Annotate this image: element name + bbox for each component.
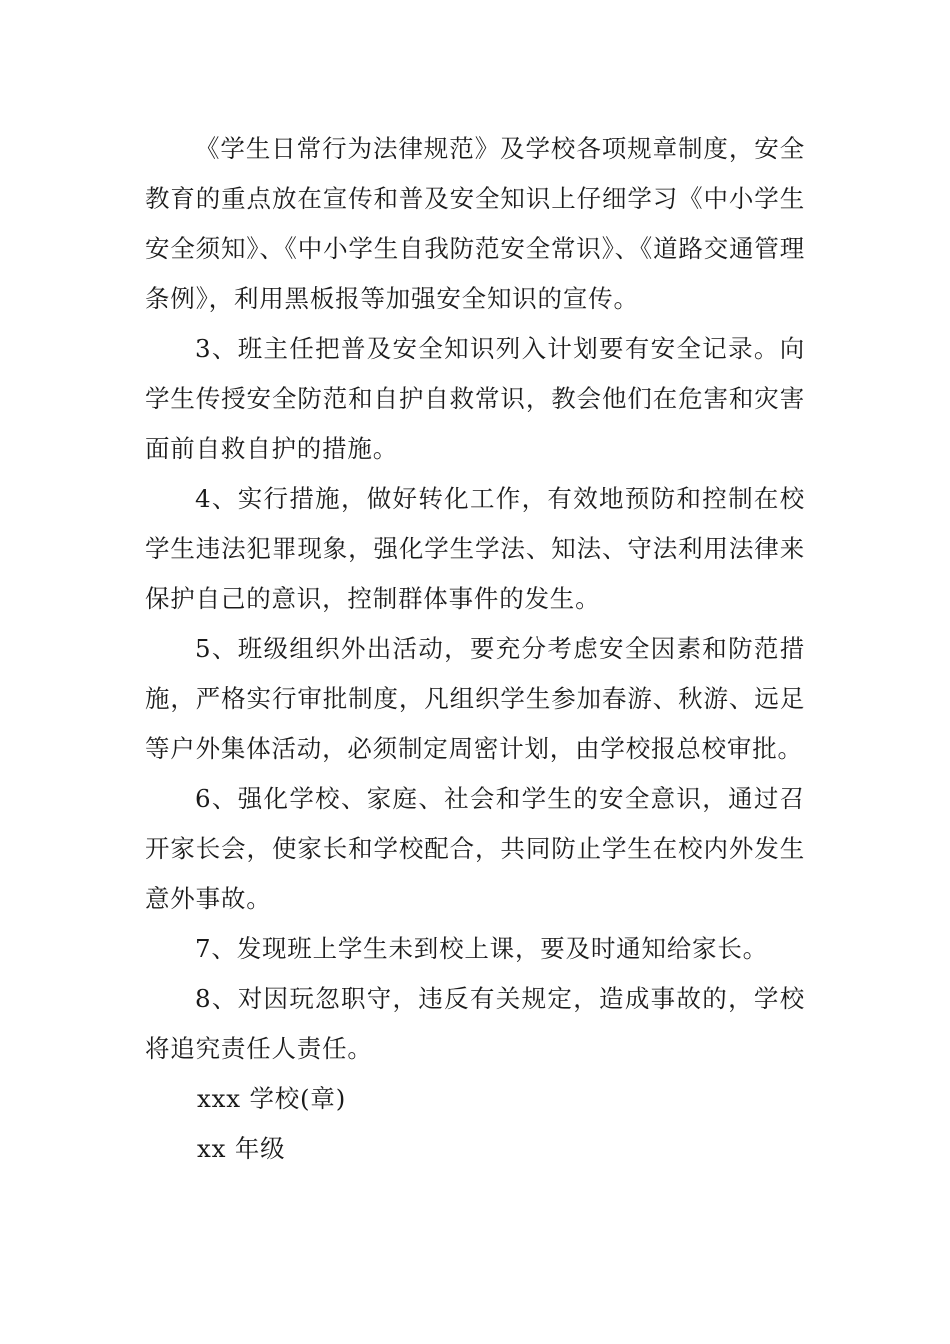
signature-school: xxx 学校(章) xyxy=(197,1084,347,1113)
paragraph-item-5: 5、班级组织外出活动，要充分考虑安全因素和防范措施，严格实行审批制度，凡组织学生参加春游、秋游、远足等户外集体活动，必须制定周密计划，由学校报总校审批。 xyxy=(145,634,805,763)
document-body xyxy=(145,124,805,1174)
paragraph-item-6: 6、强化学校、家庭、社会和学生的安全意识，通过召开家长会，使家长和学校配合，共同防止学生在校内外发生意外事故。 xyxy=(145,784,805,913)
signature-grade: xx 年级 xyxy=(197,1134,286,1163)
paragraph-item-7: 7、发现班上学生未到校上课，要及时通知给家长。 xyxy=(195,934,768,963)
paragraph-regulations: 《学生日常行为法律规范》及学校各项规章制度，安全教育的重点放在宣传和普及安全知识上仔细学习《中小学生安全须知》、《中小学生自我防范安全常识》、《道路交通管理条例》，利用黑板报等加强安全知识的宣传。 xyxy=(145,134,805,313)
paragraph-item-4: 4、实行措施，做好转化工作，有效地预防和控制在校学生违法犯罪现象，强化学生学法、知法、守法利用法律来保护自己的意识，控制群体事件的发生。 xyxy=(145,484,805,613)
paragraph-item-8: 8、对因玩忽职守，违反有关规定，造成事故的，学校将追究责任人责任。 xyxy=(145,984,805,1063)
paragraph-item-3: 3、班主任把普及安全知识列入计划要有安全记录。向学生传授安全防范和自护自救常识，教会他们在危害和灾害面前自救自护的措施。 xyxy=(145,334,805,463)
